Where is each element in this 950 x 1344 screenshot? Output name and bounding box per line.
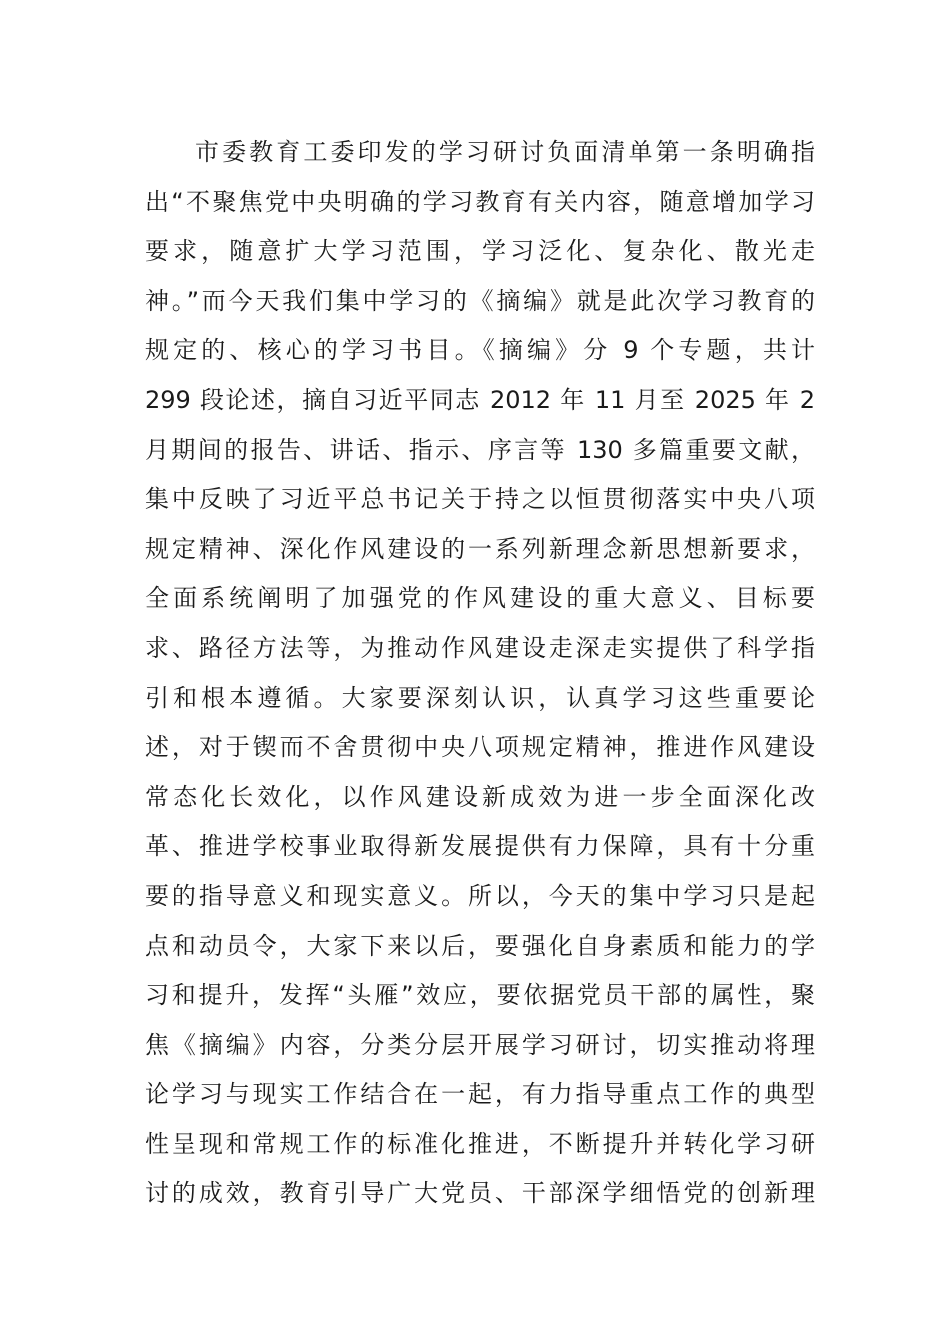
paragraph-line: 性呈现和常规工作的标准化推进，不断提升并转化学习研	[145, 1129, 815, 1158]
paragraph-line: 集中反映了习近平总书记关于持之以恒贯彻落实中央八项	[145, 485, 815, 514]
paragraph-line: 常态化长效化，以作风建设新成效为进一步全面深化改	[145, 782, 815, 811]
paragraph-line: 点和动员令，大家下来以后，要强化自身素质和能力的学	[145, 931, 815, 960]
paragraph-line: 出“不聚焦党中央明确的学习教育有关内容，随意增加学习	[145, 187, 815, 216]
paragraph-line: 要求，随意扩大学习范围，学习泛化、复杂化、散光走	[145, 237, 815, 266]
paragraph-line: 讨的成效，教育引导广大党员、干部深学细悟党的创新理	[145, 1179, 815, 1208]
body-paragraph	[145, 128, 815, 1219]
paragraph-line: 求、路径方法等，为推动作风建设走深走实提供了科学指	[145, 633, 815, 662]
paragraph-line: 焦《摘编》内容，分类分层开展学习研讨，切实推动将理	[145, 1030, 815, 1059]
paragraph-line: 论学习与现实工作结合在一起，有力指导重点工作的典型	[145, 1080, 815, 1109]
paragraph-line: 全面系统阐明了加强党的作风建设的重大意义、目标要	[145, 584, 815, 613]
paragraph-line: 引和根本遵循。大家要深刻认识，认真学习这些重要论	[145, 683, 815, 712]
paragraph-line: 习和提升，发挥“头雁”效应，要依据党员干部的属性，聚	[145, 981, 815, 1010]
paragraph-line: 神。”而今天我们集中学习的《摘编》就是此次学习教育的	[145, 286, 815, 315]
paragraph-line: 要的指导意义和现实意义。所以，今天的集中学习只是起	[145, 881, 815, 910]
paragraph-line: 规定精神、深化作风建设的一系列新理念新思想新要求，	[145, 534, 815, 563]
paragraph-line: 革、推进学校事业取得新发展提供有力保障，具有十分重	[145, 832, 815, 861]
paragraph-line: 市委教育工委印发的学习研讨负面清单第一条明确指	[195, 138, 815, 166]
paragraph-line: 述，对于锲而不舍贯彻中央八项规定精神，推进作风建设	[145, 733, 815, 762]
paragraph-line: 规定的、核心的学习书目。《摘编》分 9 个专题，共计	[145, 336, 815, 365]
paragraph-line: 299 段论述，摘自习近平同志 2012 年 11 月至 2025 年 2	[145, 385, 815, 414]
paragraph-line: 月期间的报告、讲话、指示、序言等 130 多篇重要文献，	[145, 435, 815, 464]
